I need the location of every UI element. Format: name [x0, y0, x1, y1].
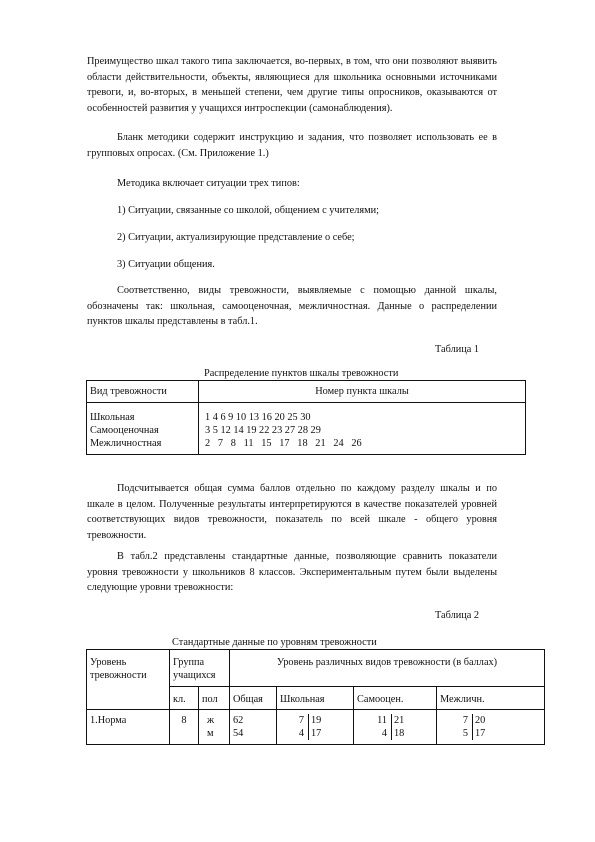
table2-sub-total: Общая [230, 687, 277, 710]
table2-sub-school: Школьная [277, 687, 354, 710]
table2-sex-f: ж [207, 715, 215, 726]
table2-self-f: 11 21 [357, 714, 433, 727]
table1-label: Таблица 1 [435, 344, 480, 355]
paragraph-3: Методика включает ситуации трех типов: [117, 178, 300, 189]
table1-header-items: Номер пункта шкалы [199, 381, 526, 403]
table-1 [86, 380, 526, 455]
table2-header-row [87, 650, 545, 687]
table1-header-row [87, 381, 526, 403]
table2-school-f: 7 19 [280, 714, 350, 727]
table2-school-m: 4 17 [280, 727, 350, 740]
table2-header-group: Группа учащихся [170, 650, 230, 687]
paragraph-4: 1) Ситуации, связанные со школой, общением с учителями; [117, 205, 379, 216]
table2-inter-m: 5 17 [440, 727, 541, 740]
paragraph-2: Бланк методики содержит инструкцию и задания, что позволяет использовать ее в групповых опросах. (См. Приложение 1.) [87, 132, 497, 159]
paragraph-5: 2) Ситуации, актуализирующие представление о себе; [117, 232, 355, 243]
table2-inter-f: 7 20 [440, 714, 541, 727]
table2-header-types: Уровень различных видов тревожности (в баллах) [230, 650, 545, 687]
table2-level-norm: 1.Норма [87, 710, 170, 745]
table1-type-school: Школьная [90, 412, 135, 423]
table2-sub-inter: Межличн. [437, 687, 545, 710]
table1-caption: Распределение пунктов шкалы тревожности [204, 368, 399, 379]
paragraph-6: 3) Ситуации общения. [117, 259, 215, 270]
table2-sub-sex: пол [199, 687, 230, 710]
table1-type-self: Самооценочная [90, 425, 159, 436]
table2-sub-self: Самооцен. [354, 687, 437, 710]
table-2 [86, 649, 545, 745]
table1-items-self: 3 5 12 14 19 22 23 27 28 29 [205, 425, 321, 436]
table2-caption: Стандартные данные по уровням тревожности [172, 637, 377, 648]
paragraph-8: Подсчитывается общая сумма баллов отдельно по каждому разделу шкалы и по шкале в целом. Полученные результаты интерпретируются в качестве показателей уровней соответствующих видов тревожности, показатель по всей шкале - общего уровня тревожности. [87, 483, 497, 541]
table2-sex-m: м [207, 728, 214, 739]
paragraph-9: В табл.2 представлены стандартные данные, позволяющие сравнить показатели уровня тревожности у школьников 8 классов. Экспериментальным путем были выделены следующие уровни тревожности: [87, 551, 497, 593]
table1-body-row [87, 403, 526, 455]
table2-total-m: 54 [233, 728, 244, 739]
table2-total-f: 62 [233, 715, 244, 726]
table1-items-school: 1 4 6 9 10 13 16 20 25 30 [205, 412, 311, 423]
table2-label: Таблица 2 [435, 610, 480, 621]
paragraph-7: Соответственно, виды тревожности, выявляемые с помощью данной шкалы, обозначены так: школьная, самооценочная, межличностная. Данные о распределении пунктов шкалы представлены в табл.1. [87, 285, 497, 327]
table1-header-type: Вид тревожности [87, 381, 199, 403]
table2-sub-class: кл. [170, 687, 199, 710]
table2-row-norm [87, 710, 545, 745]
table2-class: 8 [170, 710, 199, 745]
table2-self-m: 4 18 [357, 727, 433, 740]
paragraph-1: Преимущество шкал такого типа заключается, во-первых, в том, что они позволяют выявить области действительности, объекты, являющиеся для школьника основными источниками тревоги, и, во-вторых, в меньшей степени, чем другие типы опросников, оказываются от особенностей развития у учащихся интроспекции (самонаблюдения). [87, 56, 497, 114]
table1-items-inter: 2 7 8 11 15 17 18 21 24 26 [205, 438, 362, 449]
table1-type-inter: Межличностная [90, 438, 162, 449]
table2-header-level: Уровень тревожности [87, 650, 170, 710]
